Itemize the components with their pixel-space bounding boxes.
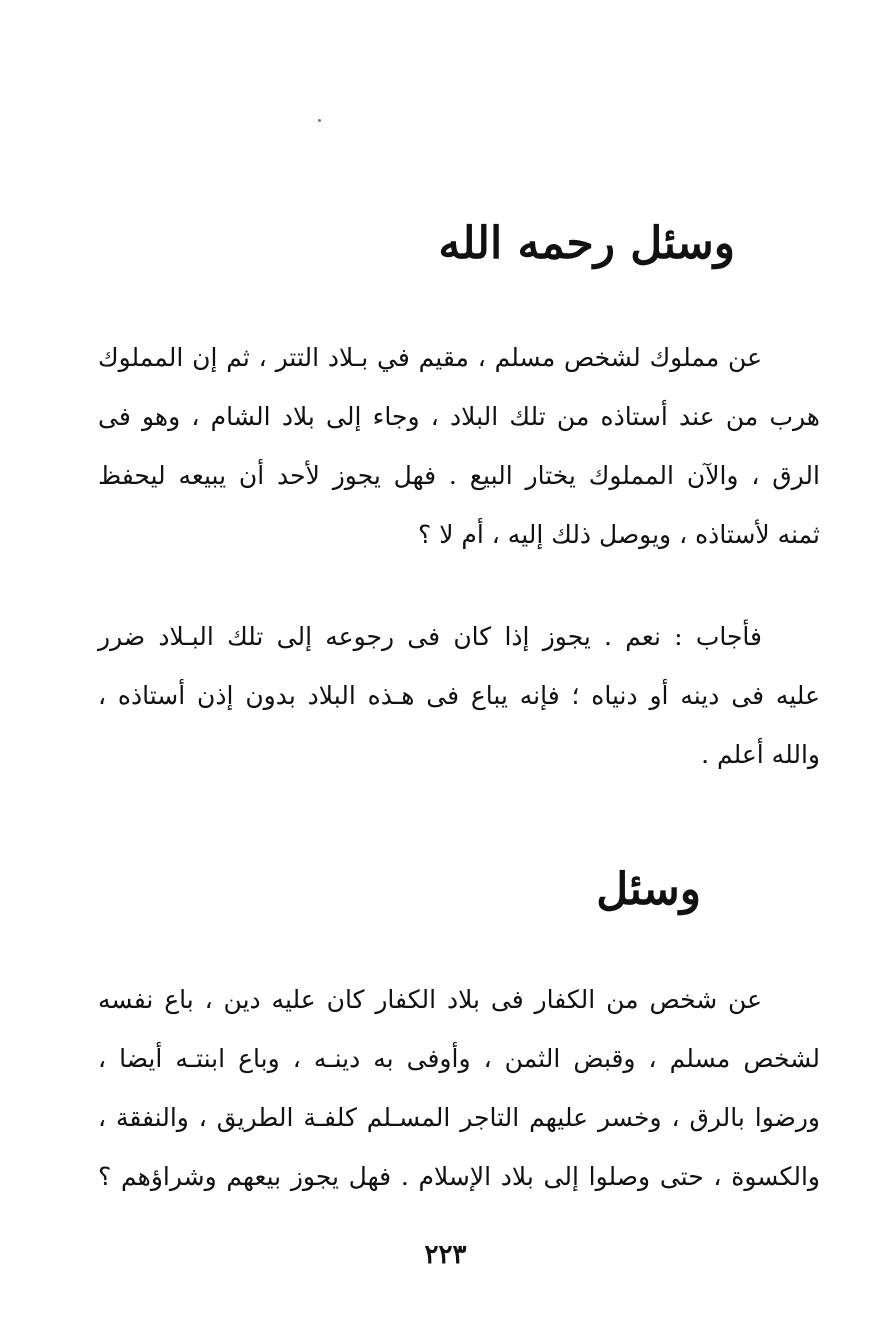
text-line: الرق ، والآن المملوك يختار البيع . فهل يجوز لأحد أن يبيعه ليحفظ <box>98 461 820 490</box>
text-line: والله أعلم . <box>701 740 820 769</box>
text-line: والكسوة ، حتى وصلوا إلى بلاد الإسلام . فهل يجوز بيعهم وشراؤهم ؟ <box>98 1162 820 1191</box>
text-line: لشخص مسلم ، وقبض الثمن ، وأوفى به دينـه ، وباع ابنتـه أيضا ، <box>98 1044 820 1073</box>
section-heading: وسئل رحمه الله <box>438 218 735 269</box>
section-heading: وسئل <box>596 864 701 915</box>
text-line: فأجاب : نعم . يجوز إذا كان فى رجوعه إلى تلك البـلاد ضرر <box>98 622 762 651</box>
text-line: عليه فى دينه أو دنياه ؛ فإنه يباع فى هـذه البلاد بدون إذن أستاذه ، <box>98 681 820 710</box>
text-line: عن مملوك لشخص مسلم ، مقيم في بـلاد التتر ، ثم إن المملوك <box>98 343 762 372</box>
text-line: عن شخص من الكفار فى بلاد الكفار كان عليه دين ، باع نفسه <box>98 985 762 1014</box>
text-line: هرب من عند أستاذه من تلك البلاد ، وجاء إلى بلاد الشام ، وهو فى <box>98 402 820 431</box>
text-line: ورضوا بالرق ، وخسر عليهم التاجر المسـلم كلفـة الطريق ، والنفقة ، <box>98 1103 820 1132</box>
page-speck <box>318 119 321 122</box>
question-paragraph <box>98 328 820 564</box>
answer-paragraph <box>98 607 820 784</box>
page-number: ٢٢٣ <box>424 1240 467 1270</box>
question-paragraph <box>98 970 820 1206</box>
text-line: ثمنه لأستاذه ، ويوصل ذلك إليه ، أم لا ؟ <box>417 520 820 549</box>
